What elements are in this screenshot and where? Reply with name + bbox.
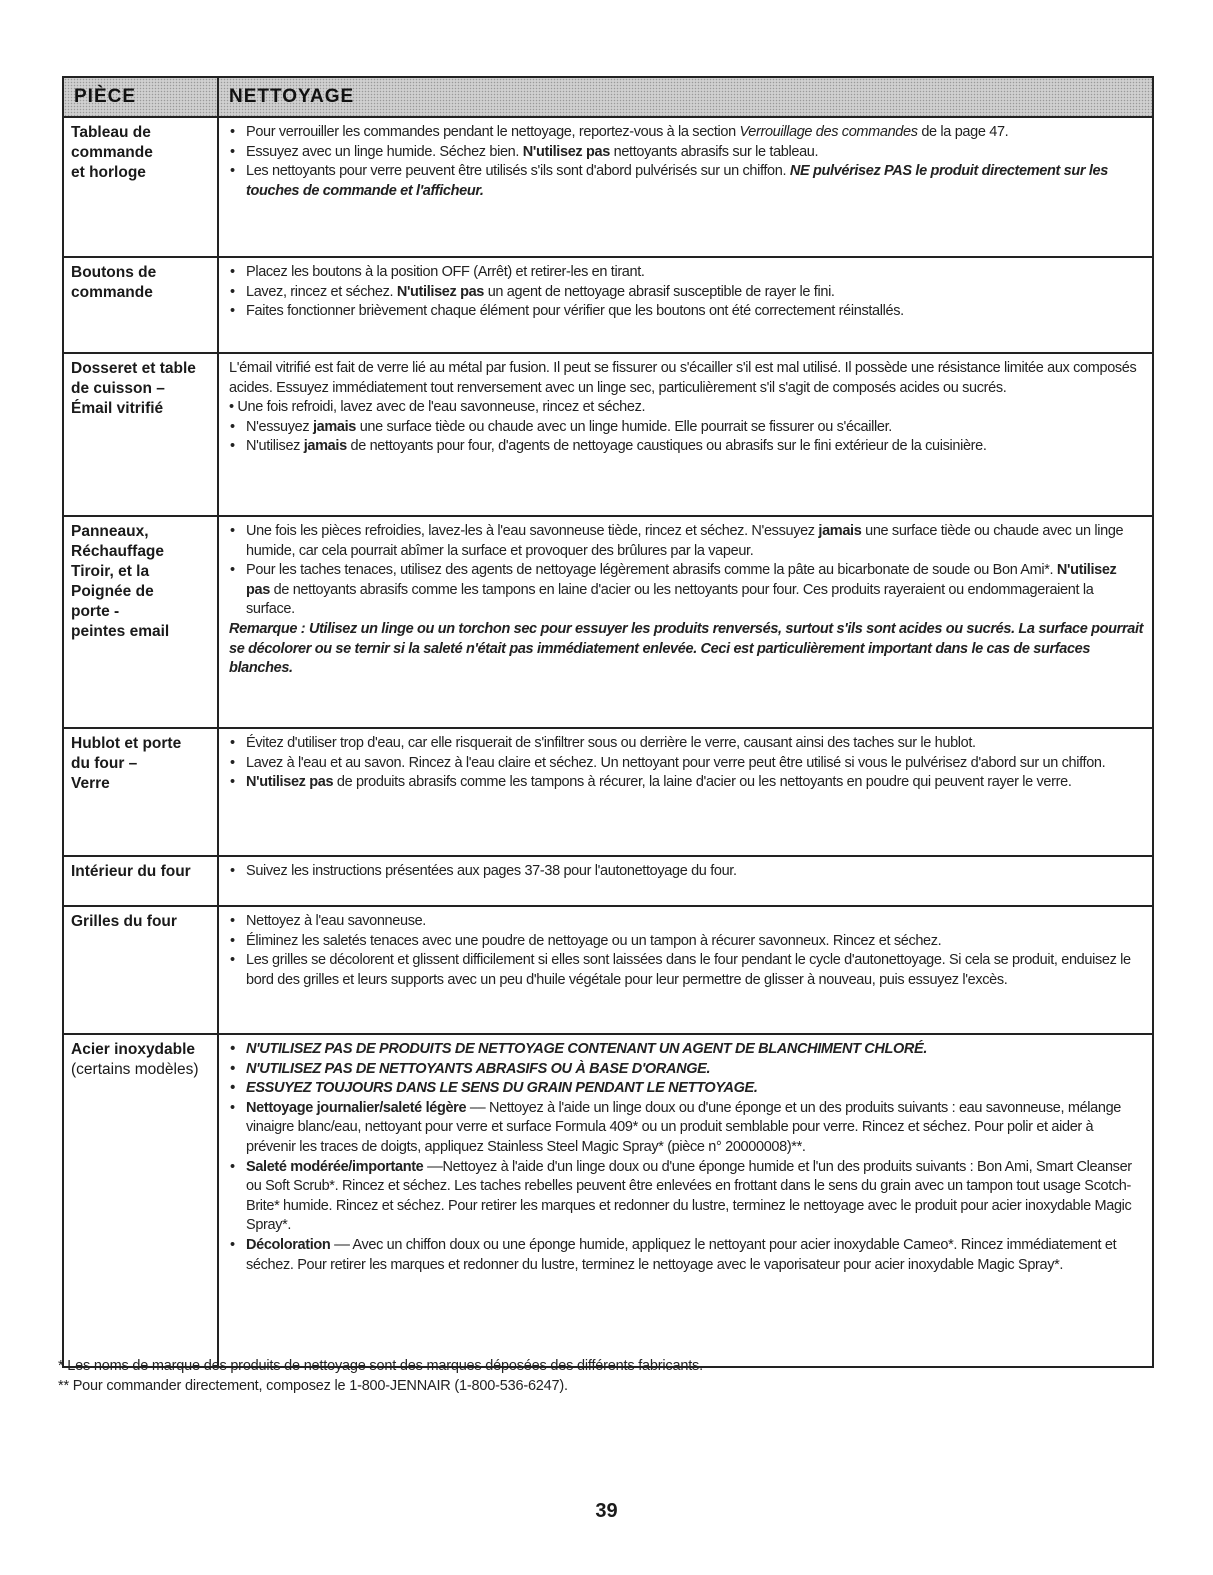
cleaning-table bbox=[62, 76, 1154, 1368]
warning-item: • N'UTILISEZ PAS DE PRODUITS DE NETTOYAGE CONTENANT UN AGENT DE BLANCHIMENT CHLORÉ. bbox=[230, 1041, 928, 1057]
row-content bbox=[219, 729, 1152, 855]
row-label: Acier inoxydable (certains modèles) bbox=[64, 1035, 219, 1366]
row-content bbox=[219, 258, 1152, 352]
list-item: • Les nettoyants pour verre peuvent être utilisés s'ils sont d'abord pulvérisés sur un chiffon. NE pulvérisez PAS le produit directement sur les touches de commande et l'afficheur. bbox=[230, 163, 1108, 199]
footnote: ** Pour commander directement, composez le 1-800-JENNAIR (1-800-536-6247). bbox=[58, 1378, 568, 1394]
list-item: • Faites fonctionner brièvement chaque élément pour vérifier que les boutons ont été correctement réinstallés. bbox=[230, 303, 904, 320]
list-item: • Suivez les instructions présentées aux pages 37-38 pour l'autonettoyage du four. bbox=[230, 863, 737, 879]
list-item: • N'utilisez jamais de nettoyants pour four, d'agents de nettoyage caustiques ou abrasifs sur le fini extérieur de la cuisinière. bbox=[230, 438, 987, 455]
list-item: • Placez les boutons à la position OFF (Arrêt) et retirer-les en tirant. bbox=[230, 264, 645, 280]
table-row bbox=[64, 857, 1152, 907]
row-content bbox=[219, 1035, 1152, 1366]
row-label: Grilles du four bbox=[64, 907, 219, 1033]
warning-item: • ESSUYEZ TOUJOURS DANS LE SENS DU GRAIN PENDANT LE NETTOYAGE. bbox=[230, 1080, 758, 1097]
row-content bbox=[219, 857, 1152, 905]
row-content bbox=[219, 907, 1152, 1033]
table-row bbox=[64, 729, 1152, 857]
table-row bbox=[64, 354, 1152, 517]
list-item: • N'essuyez jamais une surface tiède ou chaude avec un linge humide. Elle pourrait se fissurer ou s'écailler. bbox=[230, 418, 892, 435]
table-row bbox=[64, 1035, 1152, 1366]
paragraph: • Une fois refroidi, lavez avec de l'eau savonneuse, rincez et séchez. bbox=[229, 399, 646, 416]
row-content bbox=[219, 118, 1152, 256]
list-item: • Décoloration –– Avec un chiffon doux ou une éponge humide, appliquez le nettoyant pour acier inoxydable Cameo*. Rincez immédiatement et séchez. Pour retirer les marques et redonner du lustre, terminez le nettoyage avec le vaporisateur pour acier inoxydable Magic Spray*. bbox=[230, 1236, 1117, 1273]
row-label: Panneaux, Réchauffage Tiroir, et la Poignée de porte - peintes email bbox=[64, 517, 219, 727]
footnotes bbox=[58, 1356, 703, 1396]
table-header bbox=[64, 78, 1152, 118]
header-nettoyage: NETTOYAGE bbox=[229, 86, 355, 107]
list-item: • Essuyez avec un linge humide. Séchez bien. N'utilisez pas nettoyants abrasifs sur le tableau. bbox=[230, 143, 819, 160]
list-item: • Saleté modérée/importante ––Nettoyez à l'aide d'un linge doux ou d'une éponge humide et l'un des produits suivants : Bon Ami, Smart Cleanser ou Soft Scrub*. Rincez et séchez. Les taches rebelles peuvent être enlevées en frottant dans le sens du grain avec un tampon tout usage Scotch-Brite* humide. Rincez et séchez. Pour retirer les marques et redonner du lustre, terminez le nettoyage avec le produit pour acier inoxydable Magic Spray*. bbox=[230, 1158, 1132, 1234]
row-content bbox=[219, 517, 1152, 727]
row-content bbox=[219, 354, 1152, 515]
list-item: • Les grilles se décolorent et glissent difficilement si elles sont laissées dans le four pendant le cycle d'autonettoyage. Si cela se produit, enduisez le bord des grilles et leurs supports avec un peu d'huile végétale pour leur permettre de glisser à nouveau, puis essuyez l'excès. bbox=[230, 952, 1131, 988]
table-row bbox=[64, 118, 1152, 258]
table-row bbox=[64, 907, 1152, 1035]
list-item: • Une fois les pièces refroidies, lavez-les à l'eau savonneuse tiède, rincez et séchez. N'essuyez jamais une surface tiède ou chaude avec un linge humide, car cela pourrait abîmer la surface et provoquer des brûlures par la vapeur. bbox=[230, 523, 1124, 559]
row-label: Hublot et porte du four – Verre bbox=[64, 729, 219, 855]
row-label: Intérieur du four bbox=[64, 857, 219, 905]
table-row bbox=[64, 517, 1152, 729]
list-item: • Pour les taches tenaces, utilisez des agents de nettoyage légèrement abrasifs comme la pâte au bicarbonate de soude ou Bon Ami*. N'utilisez pas de nettoyants abrasifs comme les tampons en laine d'acier ou les nettoyants pour four. Ces produits rayeraient ou endommageraient la surface. bbox=[230, 562, 1117, 618]
row-label: Tableau de commande et horloge bbox=[64, 118, 219, 256]
footnote: * Les noms de marque des produits de nettoyage sont des marques déposées des différents fabricants. bbox=[58, 1358, 703, 1374]
list-item: • Pour verrouiller les commandes pendant le nettoyage, reportez-vous à la section Verrouillage des commandes de la page 47. bbox=[230, 124, 1009, 140]
list-item: • Éliminez les saletés tenaces avec une poudre de nettoyage ou un tampon à récurer savonneux. Rincez et séchez. bbox=[230, 932, 942, 949]
list-item: • Évitez d'utiliser trop d'eau, car elle risquerait de s'infiltrer sous ou derrière le verre, causant ainsi des taches sur le hublot. bbox=[230, 735, 976, 751]
list-item: • Nettoyage journalier/saleté légère –– Nettoyez à l'aide un linge doux ou d'une éponge et un des produits suivants : eau savonneuse, mélange vinaigre blanc/eau, nettoyant pour verre et surface Formula 409* ou un produit semblable pour verre. Rincez et séchez. Pour polir et aider à prévenir les traces de doigts, appliquez Stainless Steel Magic Spray* (pièce n° 20000008)**. bbox=[230, 1099, 1122, 1155]
warning-item: • N'UTILISEZ PAS DE NETTOYANTS ABRASIFS OU À BASE D'ORANGE. bbox=[230, 1060, 711, 1077]
header-piece: PIÈCE bbox=[64, 78, 219, 116]
list-item: • Lavez, rincez et séchez. N'utilisez pas un agent de nettoyage abrasif susceptible de rayer le fini. bbox=[230, 283, 835, 300]
row-label: Boutons de commande bbox=[64, 258, 219, 352]
list-item: • Nettoyez à l'eau savonneuse. bbox=[230, 913, 426, 929]
remarque-note: Remarque : Utilisez un linge ou un torchon sec pour essuyer les produits renversés, surtout s'ils sont acides ou sucrés. La surface pourrait se décolorer ou se ternir si la saleté n'était pas immédiatement enlevée. Ceci est particulièrement important dans le cas de surfaces blanches. bbox=[229, 620, 1144, 677]
list-item: • N'utilisez pas de produits abrasifs comme les tampons à récurer, la laine d'acier ou les nettoyants en poudre qui peuvent rayer le verre. bbox=[230, 774, 1072, 791]
page-number: 39 bbox=[595, 1500, 618, 1522]
table-row bbox=[64, 258, 1152, 354]
list-item: • Lavez à l'eau et au savon. Rincez à l'eau claire et séchez. Un nettoyant pour verre peut être utilisé si vous le pulvérisez d'abord sur un chiffon. bbox=[230, 754, 1106, 771]
row-label: Dosseret et table de cuisson – Émail vitrifié bbox=[64, 354, 219, 515]
paragraph: L'émail vitrifié est fait de verre lié au métal par fusion. Il peut se fissurer ou s'écailler s'il est mal utilisé. Il possède une résistance limitée aux composés acides. Essuyez immédiatement tout renversement avec un linge sec, particulièrement s'il s'agit de composés acides ou sucrés. bbox=[229, 360, 1137, 396]
